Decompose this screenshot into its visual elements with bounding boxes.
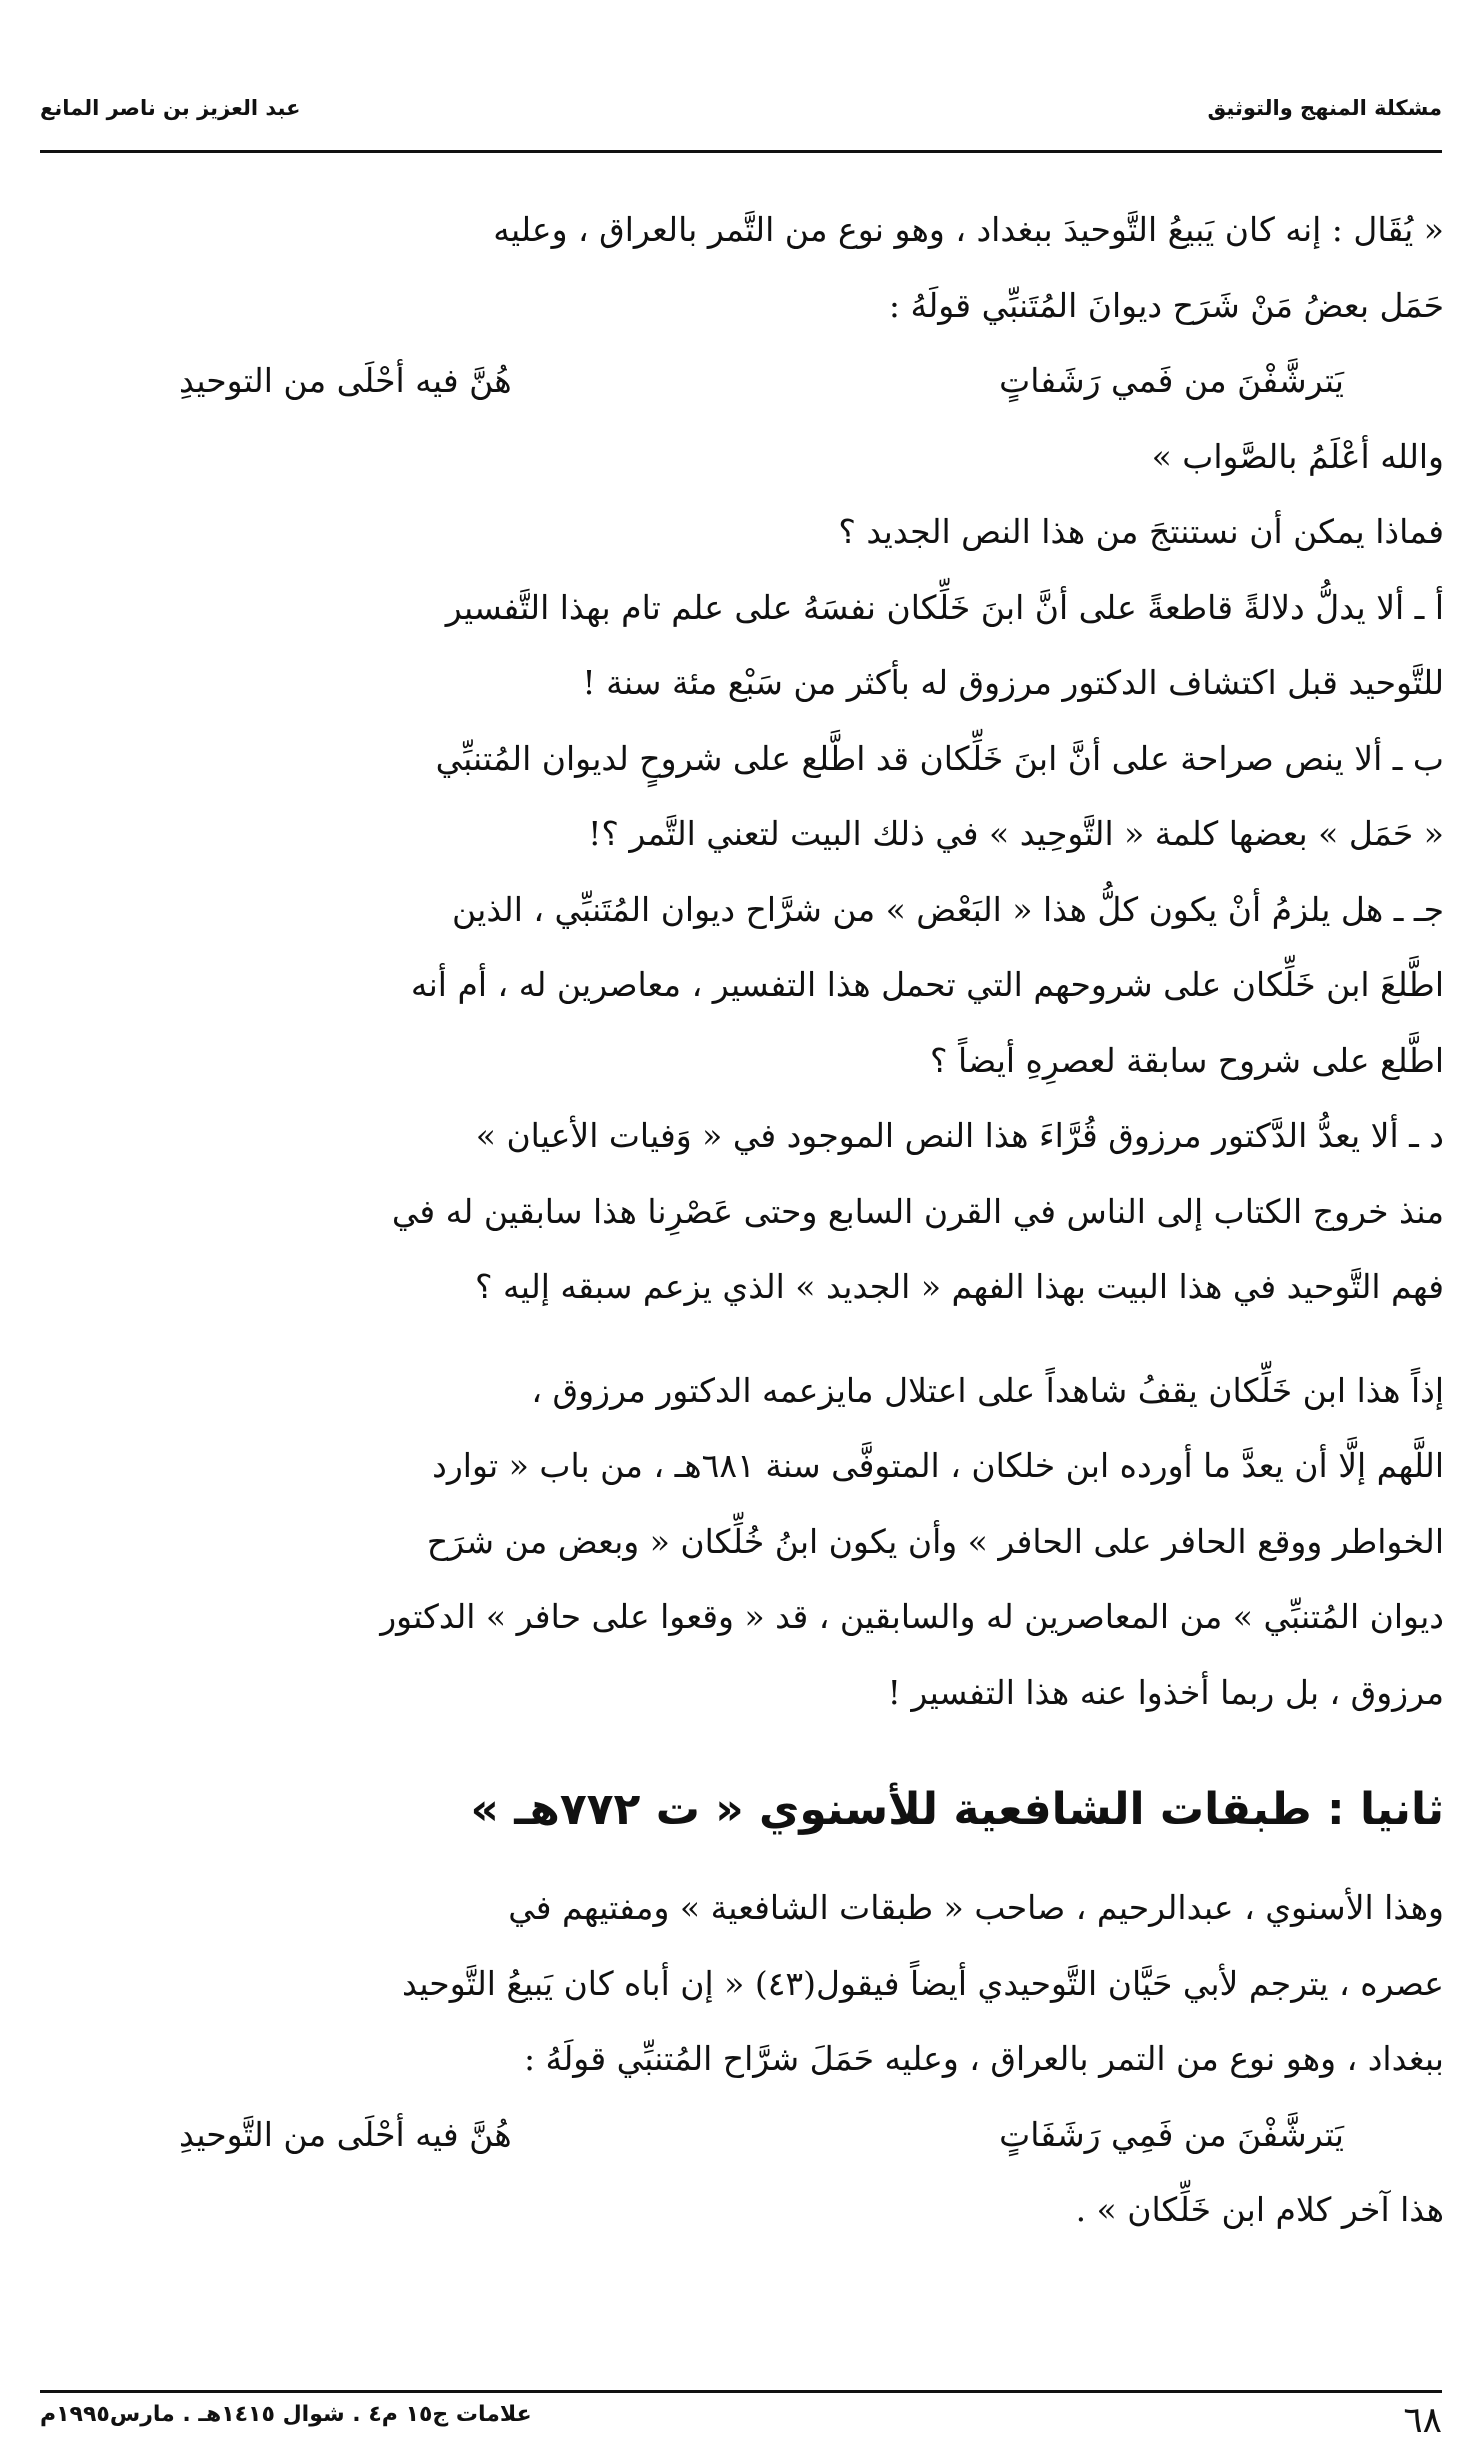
- text-line: اطَّلعَ ابن خَلِّكان على شروحهم التي تحمل هذا التفسير ، معاصرين له ، أم أنه: [410, 965, 1444, 1004]
- running-header: [40, 96, 1442, 146]
- footer-rule: [40, 2390, 1442, 2393]
- verse-first-hemistich: يَترشَّفْنَ من فَمي رَشَفاتٍ: [999, 361, 1344, 400]
- text-line: ب ـ ألا ينص صراحة على أنَّ ابنَ خَلِّكان قد اطَّلع على شروحٍ لديوان المُتنبِّي: [435, 738, 1444, 778]
- text-line: عصره ، يترجم لأبي حَيَّان التَّوحيدي أيضاً فيقول(٤٣) « إن أباه كان يَبيعُ التَّوحيد: [402, 1963, 1444, 2003]
- verse-second-hemistich: هُنَّ فيه أحْلَى من التَّوحيدِ: [179, 2114, 512, 2154]
- text-line: ببغداد ، وهو نوع من التمر بالعراق ، وعليه حَمَلَ شرَّاح المُتنبِّي قولَهُ :: [523, 2039, 1444, 2078]
- header-title: مشكلة المنهج والتوثيق: [1207, 96, 1442, 120]
- text-line: ديوان المُتنبِّي » من المعاصرين له والسابقين ، قد « وقعوا على حافر » الدكتور: [380, 1597, 1444, 1636]
- text-line: حَمَل بعضُ مَنْ شَرَح ديوانَ المُتَنبِّي قولَهُ :: [888, 285, 1444, 325]
- poem-verse: [44, 2097, 1444, 2173]
- journal-citation: علامات ج١٥ م٤ . شوال ١٤١٥هـ . مارس١٩٩٥م: [40, 2402, 532, 2427]
- text-line: إذاً هذا ابن خَلِّكان يقفُ شاهداً على اعتلال مايزعمه الدكتور مرزوق ،: [531, 1370, 1444, 1410]
- verse-first-hemistich: يَترشَّفْنَ من فَمِي رَشَفَاتٍ: [999, 2114, 1344, 2154]
- text-line: فماذا يمكن أن نستنتجَ من هذا النص الجديد ؟: [838, 512, 1444, 551]
- page-footer: [40, 2402, 1442, 2442]
- text-line: جـ ـ هل يلزمُ أنْ يكون كلُّ هذا « البَعْض » من شرَّاح ديوان المُتَنبِّي ، الذين: [452, 889, 1444, 929]
- page-number: ٦٨: [1403, 2400, 1442, 2441]
- text-line: والله أعْلَمُ بالصَّواب »: [1151, 436, 1444, 476]
- text-line: اللَّهم إلَّا أن يعدَّ ما أورده ابن خلكان ، المتوفَّى سنة ٦٨١هـ ، من باب « توارد: [432, 1446, 1444, 1485]
- text-line: اطَّلع على شروح سابقة لعصرِهِ أيضاً ؟: [930, 1040, 1444, 1080]
- text-line: أ ـ ألا يدلُّ دلالةً قاطعةً على أنَّ ابنَ خَلِّكان نفسَهُ على علم تام بهذا التَّفسير: [445, 587, 1444, 627]
- text-line: للتَّوحيد قبل اكتشاف الدكتور مرزوق له بأكثر من سَبْع مئة سنة !: [582, 663, 1444, 702]
- text-line: مرزوق ، بل ربما أخذوا عنه هذا التفسير !: [887, 1672, 1444, 1712]
- text-line: « يُقَال : إنه كان يَبيعُ التَّوحيدَ ببغداد ، وهو نوع من التَّمر بالعراق ، وعليه: [493, 210, 1444, 249]
- poem-verse: [44, 343, 1444, 419]
- paragraph-gap: [44, 1325, 1444, 1353]
- text-line: هذا آخر كلام ابن خَلِّكان » .: [1075, 2190, 1444, 2229]
- page-body: [44, 192, 1444, 2248]
- text-line: منذ خروج الكتاب إلى الناس في القرن السابع وحتى عَصْرِنا هذا سابقين له في: [391, 1191, 1444, 1231]
- text-line: الخواطر ووقع الحافر على الحافر » وأن يكون ابنُ خُلِّكان « وبعض من شرَح: [426, 1521, 1444, 1561]
- text-line: د ـ ألا يعدُّ الدَّكتور مرزوق قُرَّاءَ هذا النص الموجود في « وَفيات الأعيان »: [475, 1116, 1444, 1155]
- section-heading: ثانيا : طبقات الشافعية للأسنوي « ت ٧٧٢هـ »: [470, 1784, 1444, 1835]
- text-line: فهم التَّوحيد في هذا البيت بهذا الفهم « الجديد » الذي يزعم سبقه إليه ؟: [475, 1267, 1444, 1306]
- text-line: وهذا الأسنوي ، عبدالرحيم ، صاحب « طبقات الشافعية » ومفتيهم في: [508, 1888, 1444, 1927]
- header-rule: [40, 150, 1442, 153]
- text-line: « حَمَل » بعضها كلمة « التَّوحِيد » في ذلك البيت لتعني التَّمر ؟!: [588, 814, 1444, 853]
- verse-second-hemistich: هُنَّ فيه أحْلَى من التوحيدِ: [179, 361, 512, 400]
- header-author: عبد العزيز بن ناصر المانع: [40, 96, 301, 120]
